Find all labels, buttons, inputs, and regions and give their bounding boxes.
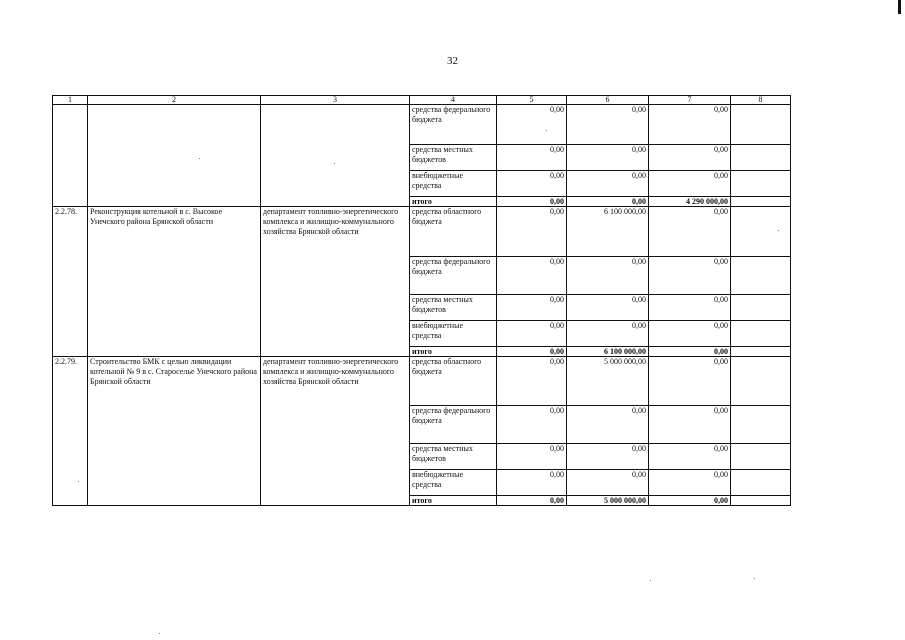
cell-value: 0,00: [497, 295, 567, 321]
cell-source: итого: [410, 496, 497, 506]
table-row: [53, 207, 791, 257]
cell-value: 6 100 000,00: [567, 347, 649, 357]
cell-source: внебюджетные средства: [410, 321, 497, 347]
cell-value: 0,00: [497, 321, 567, 347]
cell-empty: [731, 145, 791, 171]
cell-value: 0,00: [567, 406, 649, 444]
cell-value: 0,00: [649, 470, 731, 496]
cell-value: 0,00: [649, 295, 731, 321]
column-header: 3: [261, 96, 410, 105]
column-header: 7: [649, 96, 731, 105]
scan-speck: [754, 578, 755, 579]
cell-value: 0,00: [497, 406, 567, 444]
cell-source: средства местных бюджетов: [410, 145, 497, 171]
cell-source: средства местных бюджетов: [410, 444, 497, 470]
cell-source: внебюджетные средства: [410, 470, 497, 496]
column-header: 5: [497, 96, 567, 105]
cell-name: Строительство БМК с целью ликвидации котельной № 9 в с. Староселье Унечского района Брянской области: [88, 357, 261, 506]
cell-value: 0,00: [497, 496, 567, 506]
cell-value: 0,00: [567, 470, 649, 496]
cell-source: итого: [410, 347, 497, 357]
cell-empty: [731, 470, 791, 496]
cell-value: 0,00: [497, 207, 567, 257]
column-header: 4: [410, 96, 497, 105]
cell-empty: [731, 197, 791, 207]
cell-value: 0,00: [649, 357, 731, 406]
cell-empty: [731, 257, 791, 295]
cell-empty: [731, 207, 791, 257]
cell-empty: [731, 444, 791, 470]
cell-executor: департамент топливно-энергетического комплекса и жилищно-коммунального хозяйства Брянской области: [261, 357, 410, 506]
column-header: 1: [53, 96, 88, 105]
cell-executor: департамент топливно-энергетического комплекса и жилищно-коммунального хозяйства Брянской области: [261, 207, 410, 357]
cell-name: Реконструкция котельной в с. Высокое Унечского района Брянской области: [88, 207, 261, 357]
cell-value: 0,00: [497, 347, 567, 357]
header-row: [53, 96, 791, 105]
cell-empty: [731, 171, 791, 197]
cell-value: 0,00: [567, 321, 649, 347]
cell-value: 4 290 000,00: [649, 197, 731, 207]
cell-value: 0,00: [649, 321, 731, 347]
cell-value: 0,00: [567, 105, 649, 145]
cell-value: 0,00: [497, 357, 567, 406]
scan-edge-mark: [898, 0, 901, 14]
cell-value: 0,00: [567, 197, 649, 207]
cell-value: 0,00: [649, 347, 731, 357]
cell-value: 0,00: [567, 171, 649, 197]
cell-source: средства федерального бюджета: [410, 406, 497, 444]
column-header: 8: [731, 96, 791, 105]
cell-id: 2.2.78.: [53, 207, 88, 357]
scan-speck: [334, 163, 335, 164]
cell-source: средства федерального бюджета: [410, 257, 497, 295]
cell-value: 0,00: [649, 257, 731, 295]
cell-id: [53, 105, 88, 207]
cell-executor: [261, 105, 410, 207]
column-header: 6: [567, 96, 649, 105]
cell-value: 0,00: [567, 295, 649, 321]
cell-id: 2.2.79.: [53, 357, 88, 506]
cell-source: средства местных бюджетов: [410, 295, 497, 321]
cell-value: 0,00: [497, 105, 567, 145]
cell-empty: [731, 321, 791, 347]
scan-speck: [78, 481, 79, 482]
cell-source: средства областного бюджета: [410, 357, 497, 406]
cell-value: 0,00: [649, 171, 731, 197]
cell-value: 0,00: [497, 470, 567, 496]
cell-source: итого: [410, 197, 497, 207]
cell-empty: [731, 357, 791, 406]
cell-value: 0,00: [649, 496, 731, 506]
cell-value: 0,00: [567, 257, 649, 295]
cell-empty: [731, 105, 791, 145]
cell-value: 5 000 000,00: [567, 496, 649, 506]
cell-value: 6 100 000,00: [567, 207, 649, 257]
column-header: 2: [88, 96, 261, 105]
cell-value: 0,00: [567, 145, 649, 171]
cell-value: 0,00: [649, 444, 731, 470]
cell-source: средства областного бюджета: [410, 207, 497, 257]
table-row: [53, 357, 791, 406]
scan-speck: [650, 580, 651, 581]
cell-value: 0,00: [649, 406, 731, 444]
cell-value: 5 000 000,00: [567, 357, 649, 406]
cell-value: 0,00: [497, 257, 567, 295]
cell-empty: [731, 295, 791, 321]
cell-source: внебюджетные средства: [410, 171, 497, 197]
scan-speck: [159, 633, 160, 634]
cell-value: 0,00: [497, 197, 567, 207]
cell-empty: [731, 347, 791, 357]
page-number: 32: [447, 55, 458, 67]
cell-value: 0,00: [649, 207, 731, 257]
cell-name: [88, 105, 261, 207]
cell-empty: [731, 496, 791, 506]
scan-speck: [199, 158, 200, 159]
cell-value: 0,00: [649, 105, 731, 145]
budget-table: [52, 95, 791, 506]
cell-empty: [731, 406, 791, 444]
cell-source: средства федерального бюджета: [410, 105, 497, 145]
cell-value: 0,00: [567, 444, 649, 470]
table-row: [53, 105, 791, 145]
cell-value: 0,00: [497, 145, 567, 171]
cell-value: 0,00: [497, 444, 567, 470]
scan-speck: [778, 230, 779, 231]
cell-value: 0,00: [497, 171, 567, 197]
cell-value: 0,00: [649, 145, 731, 171]
scan-speck: [546, 130, 547, 131]
